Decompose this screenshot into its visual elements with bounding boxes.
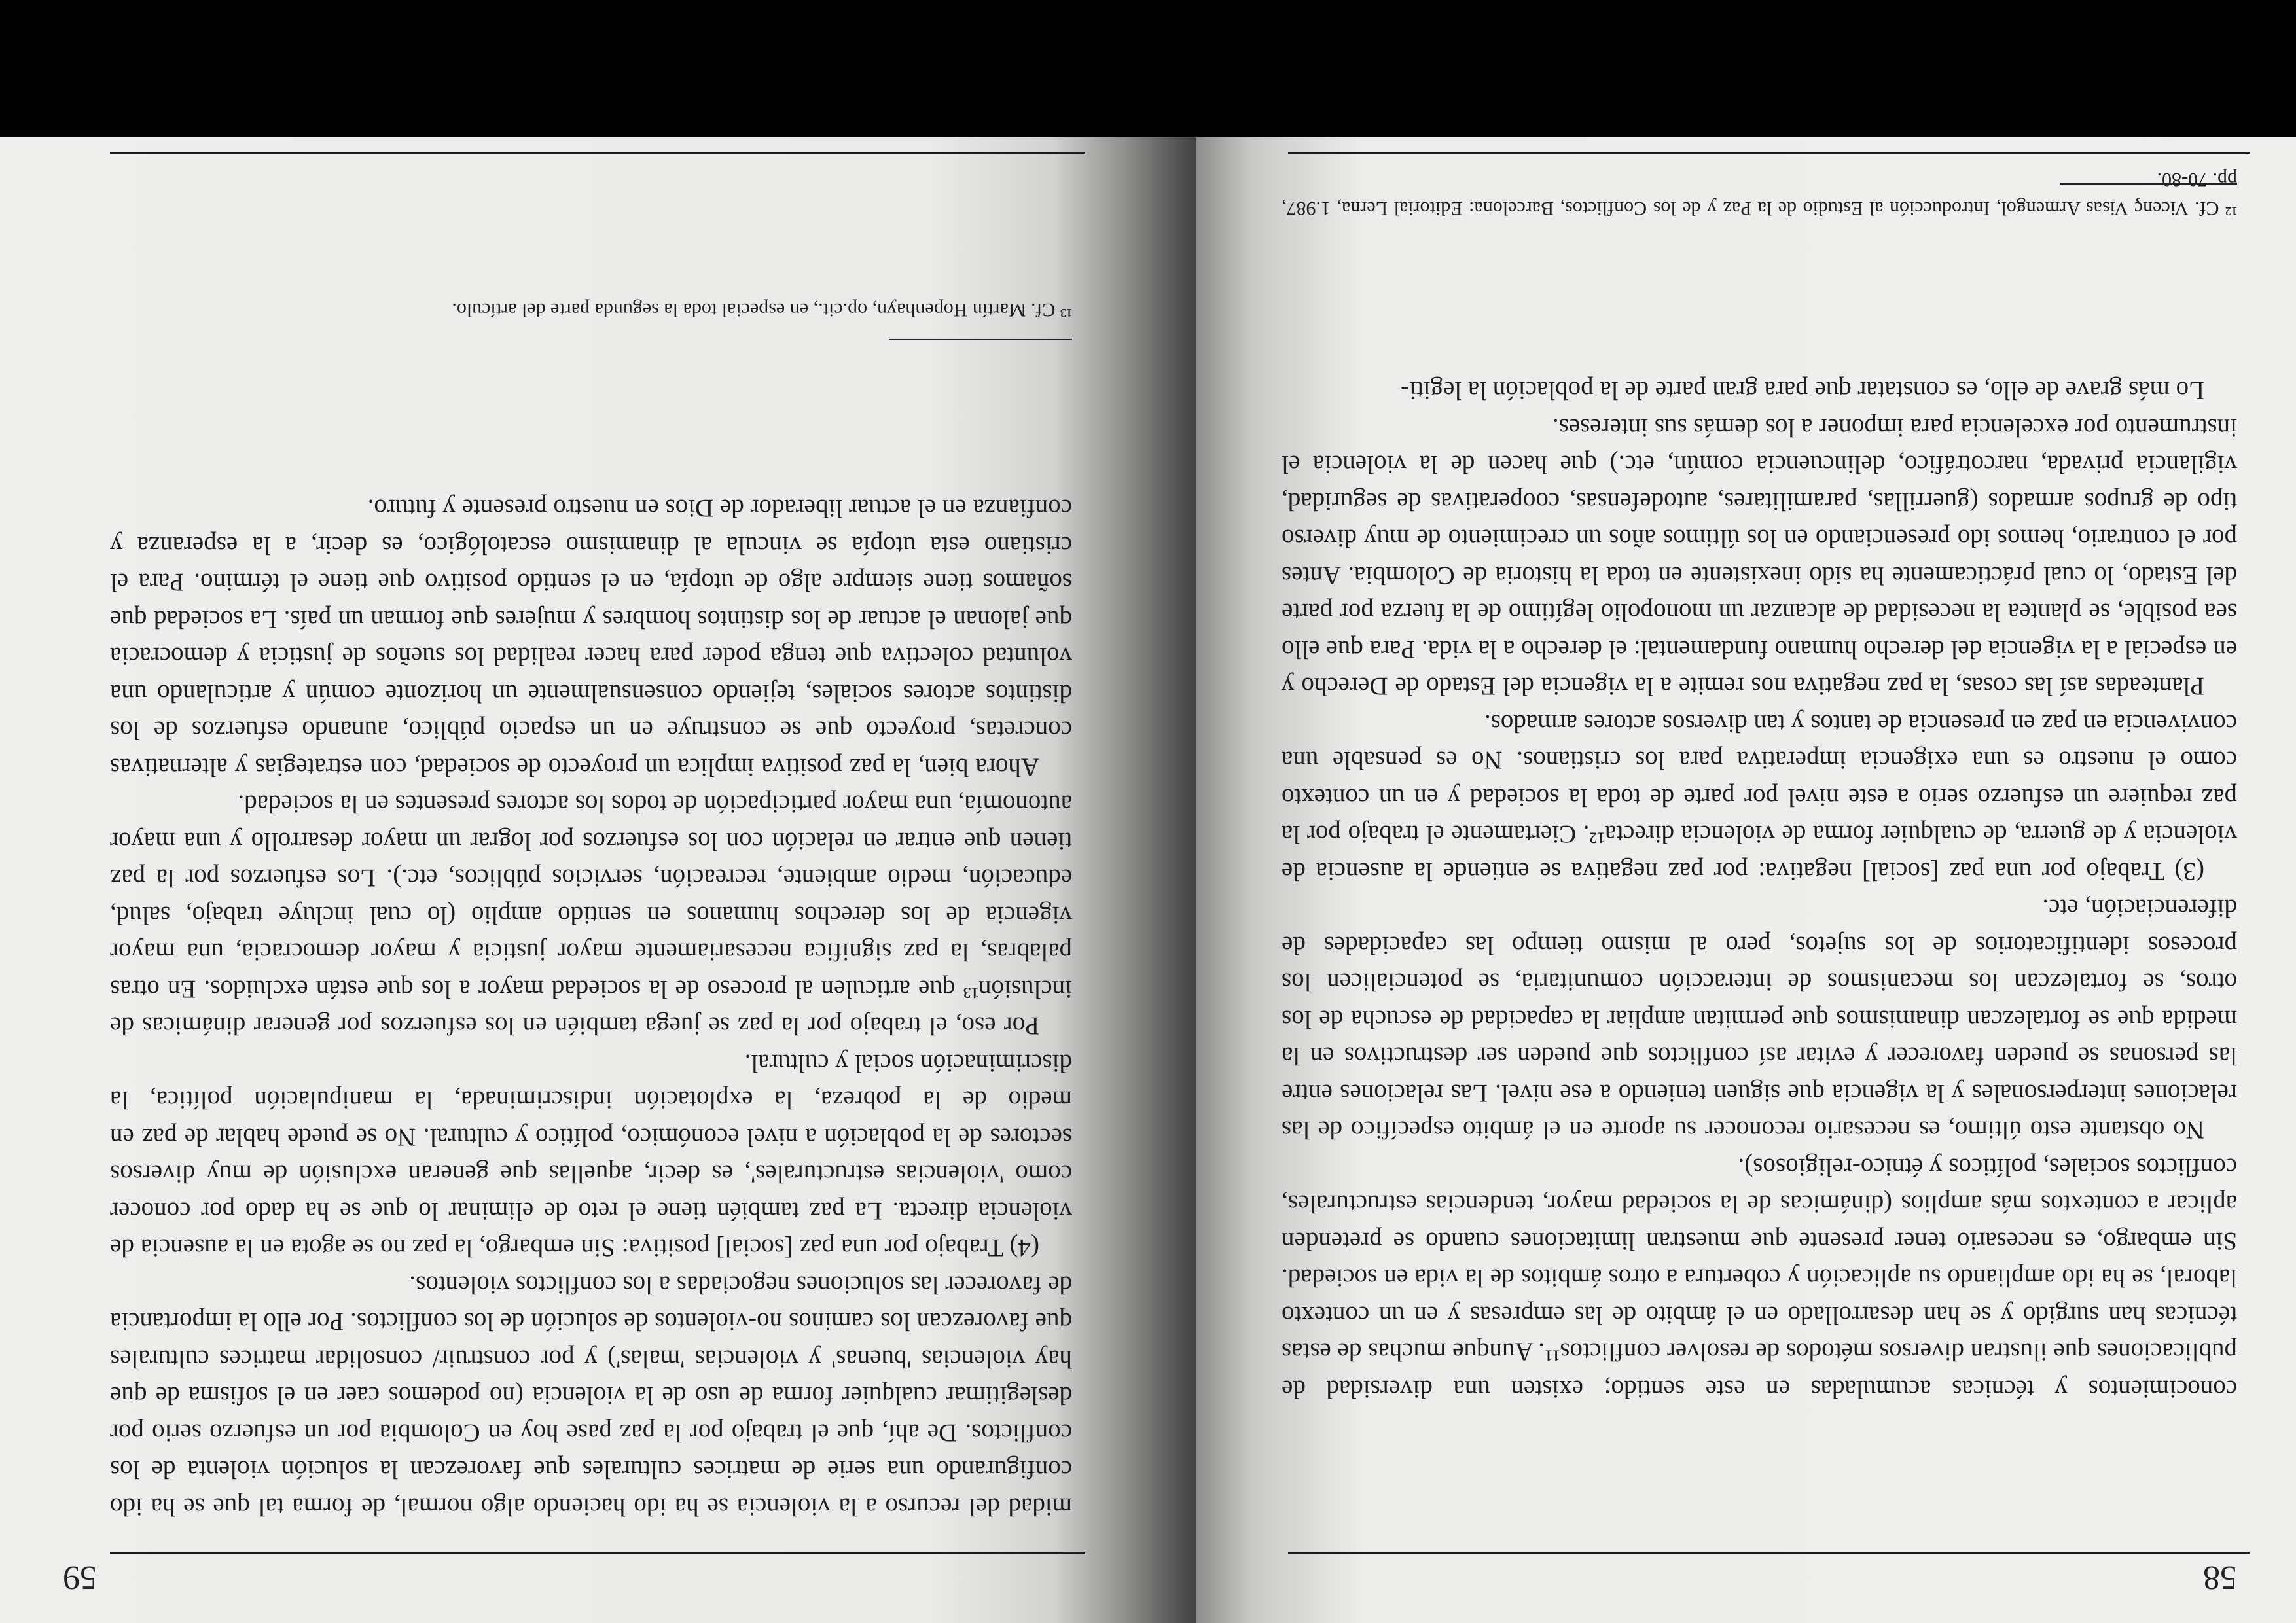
paragraph: conocimientos y técnicas acumuladas en este sentido; existen una diversidad de publicaciones que ilustran diversos métodos de resolver conflictos¹¹. Aunque muchas de estas técnicas han surgido y se han desarrollado en el ámbito de las empresas y en un contexto laboral, se ha ido ampliando su aplicación y cobertura a otros ámbitos de la vida en sociedad. Sin embargo, es necesario tener presente que muestran limitaciones cuando se pretenden aplicar a contextos más amplios (dinámicas de la sociedad mayor, tendencias estructurales, conflictos sociales, políticos y étnico-religiosos).	[1282, 1153, 2237, 1403]
header-rule	[1288, 1552, 2250, 1554]
paragraph: Planteadas así las cosas, la paz negativa nos remite a la vigencia del Estado de Derecho y en especial a la vigencia del derecho humano fundamental: el derecho a la vida. Para que ello sea posible, se plantea la necesidad de alcanzar un monopolio legítimo de la fuerza por parte del Estado, lo cual prácticamente ha sido inexistente en toda la historia de Colombia. Antes por el contrario, hemos ido presenciando en los últimos años un crecimiento de muy diverso tipo de grupos armados (guerrillas, paramilitares, autodefensas, cooperativas de seguridad, vigilancia privada, narcotráfico, delincuencia común, etc.) que hacen de la violencia el instrumento por excelencia para imponer a los demás sus intereses.	[1282, 414, 2237, 701]
page-58	[1196, 137, 2296, 1623]
page-59-body	[110, 490, 1072, 1525]
header-rule	[110, 1552, 1085, 1554]
footnote-12	[1282, 165, 2237, 223]
paragraph: Ahora bien, la paz positiva implica un proyecto de sociedad, con estrategias y alternativas concretas, proyecto que se construye en un espacio público, aunando esfuerzos de los distintos actores sociales, tejiendo consensualmente un horizonte común y articulando una voluntad colectiva que tenga poder para hacer realidad los sueños de justicia y democracia que jalonan el actuar de los distintos hombres y mujeres que forman un país. La sociedad que soñamos tiene siempre algo de utopía, en el sentido positivo que tiene el término. Para el cristiano esta utopía se vincula al dinamismo escatológico, es decir, a la esperanza y confianza en el actuar liberador de Dios en nuestro presente y futuro.	[110, 494, 1072, 781]
footnote-text: ¹³ Cf. Martín Hopenhayn, op.cit., en especial toda la segunda parte del artículo.	[452, 299, 1072, 321]
page-number-59: 59	[63, 1559, 97, 1596]
paragraph: (4) Trabajo por una paz [social] positiva: Sin embargo, la paz no se agota en la ausencia de violencia directa. La paz también tiene el reto de eliminar lo que se ha dado por conocer como 'violencias estructurales', es decir, aquellas que generan exclusión de muy diversos sectores de la población a nivel económico, político y cultural. No se puede hablar de paz en medio de la pobreza, la explotación indiscriminada, la manipulación política, la discriminación social y cultural.	[110, 1049, 1072, 1262]
paragraph: midad del recurso a la violencia se ha ido haciendo algo normal, de forma tal que se ha ido configurando una serie de matrices culturales que favorezcan la solución violenta de los conflictos. De ahí, que el trabajo por la paz pase hoy en Colombia por un esfuerzo serio por deslegitimar cualquier forma de uso de la violencia (no podemos caer en el sofisma de que hay violencias 'buenas' y violencias 'malas') y por construir/ consolidar matrices culturales que favorezcan los caminos no-violentos de solución de los conflictos. Por ello la importancia de favorecer las soluciones negociadas a los conflictos violentos.	[110, 1271, 1072, 1521]
page-number-58: 58	[2203, 1559, 2237, 1596]
bottom-rule	[110, 152, 1085, 154]
footnote-text: ¹² Cf. Vicenç Visas Armengol, Introducción al Estudio de la Paz y de los Conflictos, Barcelona: Editorial Lerna, 1.987, pp. 70-80.	[1282, 169, 2237, 219]
page-58-body	[1282, 372, 2237, 1407]
paragraph: Lo más grave de ello, es constatar que para gran parte de la población la legiti-	[1401, 376, 2204, 405]
paragraph: Por eso, el trabajo por la paz se juega también en los esfuerzos por generar dinámicas de inclusión¹³ que articulen al proceso de la sociedad mayor a los que están excluidos. En otras palabras, la paz significa necesariamente mayor justicia y mayor democracia, una mayor vigencia de los derechos humanos en sentido amplio (lo cual incluye trabajo, salud, educación, medio ambiente, recreación, servicios públicos, etc.). Los esfuerzos por la paz tienen que entrar en relación con los esfuerzos por lograr un mayor desarrollo y una mayor autonomía, una mayor participación de todos los actores presentes en la sociedad.	[110, 790, 1072, 1041]
footnote-13	[110, 295, 1072, 324]
paragraph: No obstante esto último, es necesario reconocer su aporte en el ámbito específico de las relaciones interpersonales y la vigencia que siguen teniendo a ese nivel. Las relaciones entre las personas se pueden favorecer y evitar así conflictos que pueden ser destructivos en la medida que se fortalezcan dinamismos que permitan ampliar la capacidad de escucha de los otros, se fortalezcan los mecanismos de interacción comunitaria, se potencialicen los procesos identificatorios de los sujetos, pero al mismo tiempo las capacidades de diferenciación, etc.	[1282, 894, 2237, 1145]
footnote-rule	[889, 339, 1072, 340]
paragraph: (3) Trabajo por una paz [social] negativa: por paz negativa se entiende la ausencia de violencia y de guerra, de cualquier forma de violencia directa¹². Ciertamente el trabajo por la paz requiere un esfuerzo serio a este nivel por parte de toda la sociedad y en un contexto como el nuestro es una exigencia imperativa para los cristianos. No es pensable una convivencia en paz en presencia de tantos y tan diversos actores armados.	[1282, 709, 2237, 885]
bottom-rule	[1288, 152, 2250, 154]
page-59	[0, 137, 1196, 1623]
